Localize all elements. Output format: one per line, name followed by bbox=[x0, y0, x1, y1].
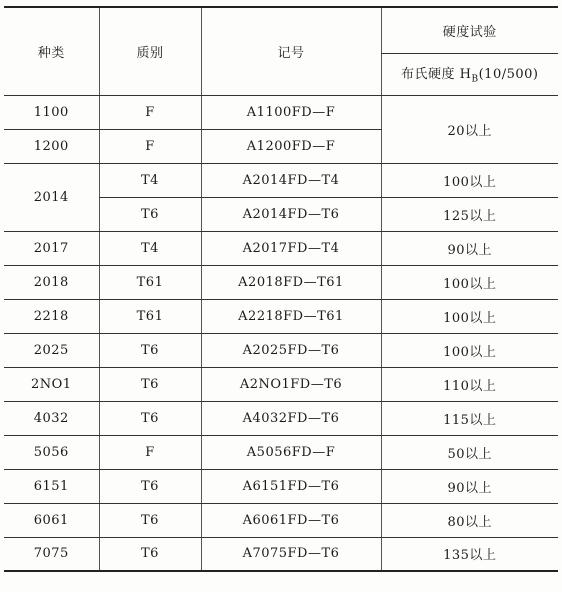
cell-temper: F bbox=[99, 95, 201, 129]
table-row bbox=[4, 435, 558, 469]
cell-hardness: 100以上 bbox=[381, 163, 558, 197]
cell-kind: 2025 bbox=[4, 333, 99, 367]
cell-designation: A2014FD—T4 bbox=[201, 163, 381, 197]
table-row bbox=[4, 469, 558, 503]
header-kind: 种类 bbox=[4, 7, 99, 95]
cell-designation: A2014FD—T6 bbox=[201, 197, 381, 231]
cell-temper: T6 bbox=[99, 503, 201, 537]
cell-temper: T6 bbox=[99, 367, 201, 401]
cell-temper: T61 bbox=[99, 265, 201, 299]
cell-designation: A6061FD—T6 bbox=[201, 503, 381, 537]
header-temper: 质别 bbox=[99, 7, 201, 95]
cell-temper: F bbox=[99, 435, 201, 469]
table-row bbox=[4, 503, 558, 537]
cell-hardness: 20以上 bbox=[381, 95, 558, 163]
brinell-suffix: (10/500) bbox=[478, 67, 539, 83]
table-row bbox=[4, 231, 558, 265]
cell-designation: A7075FD—T6 bbox=[201, 537, 381, 571]
cell-hardness: 80以上 bbox=[381, 503, 558, 537]
cell-hardness: 110以上 bbox=[381, 367, 558, 401]
cell-temper: T6 bbox=[99, 333, 201, 367]
cell-designation: A2017FD—T4 bbox=[201, 231, 381, 265]
header-hardness-test: 硬度试验 bbox=[381, 7, 558, 53]
cell-hardness: 115以上 bbox=[381, 401, 558, 435]
cell-designation: A6151FD—T6 bbox=[201, 469, 381, 503]
cell-designation: A5056FD—F bbox=[201, 435, 381, 469]
cell-designation: A1100FD—F bbox=[201, 95, 381, 129]
cell-designation: A4032FD—T6 bbox=[201, 401, 381, 435]
cell-hardness: 100以上 bbox=[381, 265, 558, 299]
cell-designation: A2NO1FD—T6 bbox=[201, 367, 381, 401]
table-row bbox=[4, 537, 558, 571]
hardness-table bbox=[4, 6, 558, 572]
cell-designation: A2218FD—T61 bbox=[201, 299, 381, 333]
cell-hardness: 100以上 bbox=[381, 299, 558, 333]
table-row bbox=[4, 299, 558, 333]
table-row bbox=[4, 401, 558, 435]
cell-hardness: 90以上 bbox=[381, 231, 558, 265]
table-row bbox=[4, 367, 558, 401]
cell-kind: 7075 bbox=[4, 537, 99, 571]
cell-kind: 6061 bbox=[4, 503, 99, 537]
cell-hardness: 90以上 bbox=[381, 469, 558, 503]
cell-kind: 2017 bbox=[4, 231, 99, 265]
cell-kind: 4032 bbox=[4, 401, 99, 435]
cell-kind: 6151 bbox=[4, 469, 99, 503]
header-brinell bbox=[381, 53, 558, 95]
cell-temper: T6 bbox=[99, 537, 201, 571]
cell-temper: T6 bbox=[99, 469, 201, 503]
cell-hardness: 125以上 bbox=[381, 197, 558, 231]
header-row bbox=[4, 7, 558, 53]
cell-kind: 2218 bbox=[4, 299, 99, 333]
table-row bbox=[4, 95, 558, 129]
cell-temper: T61 bbox=[99, 299, 201, 333]
cell-designation: A2025FD—T6 bbox=[201, 333, 381, 367]
cell-hardness: 100以上 bbox=[381, 333, 558, 367]
table-row bbox=[4, 265, 558, 299]
cell-temper: F bbox=[99, 129, 201, 163]
cell-temper: T6 bbox=[99, 401, 201, 435]
cell-hardness: 50以上 bbox=[381, 435, 558, 469]
brinell-prefix: 布氏硬度 H bbox=[401, 67, 472, 83]
cell-temper: T6 bbox=[99, 197, 201, 231]
table-row bbox=[4, 333, 558, 367]
cell-kind: 2018 bbox=[4, 265, 99, 299]
cell-kind: 1200 bbox=[4, 129, 99, 163]
cell-kind: 5056 bbox=[4, 435, 99, 469]
cell-kind: 1100 bbox=[4, 95, 99, 129]
cell-designation: A1200FD—F bbox=[201, 129, 381, 163]
cell-hardness: 135以上 bbox=[381, 537, 558, 571]
cell-kind: 2014 bbox=[4, 163, 99, 231]
header-designation: 记号 bbox=[201, 7, 381, 95]
cell-kind: 2NO1 bbox=[4, 367, 99, 401]
table-row bbox=[4, 163, 558, 197]
cell-designation: A2018FD—T61 bbox=[201, 265, 381, 299]
brinell-subscript: B bbox=[471, 74, 479, 85]
cell-temper: T4 bbox=[99, 163, 201, 197]
cell-temper: T4 bbox=[99, 231, 201, 265]
